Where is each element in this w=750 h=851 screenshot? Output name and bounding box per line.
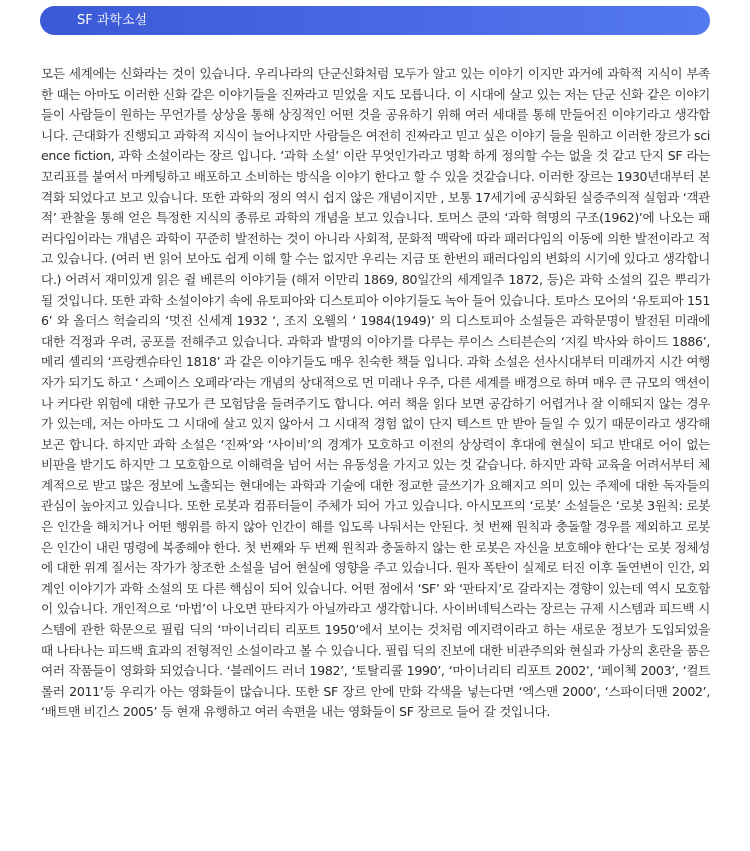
article-body: 모든 세계에는 신화라는 것이 있습니다. 우리나라의 단군신화처럼 모두가 알고 있는 이야기 이지만 과거에 과학적 지식이 부족한 때는 아마도 이러한 신화 같은 이야기들을 진짜라고 믿었을 지도 모릅니다. 이 시대에 살고 있는 저는 단군 신화 같은 이야기들이 사람들이 원하는 무언가를 상상을 통해 상징적인 어떤 것을 공유하기 위해 여러 세대를 통해 만들어진 이야기라고 생각합니다. 근대화가 진행되고 과학적 지식이 늘어나지만 사람들은 여전히 진짜라고 믿고 싶은 이야기 들을 원하고 이러한 장르가 science fiction, 과학 소설이라는 장르 입니다. ‘과학 소설’ 이란 무엇인가라고 명확 하게 정의할 수는 없을 것 같고 단지 SF 라는 꼬리표를 붙여서 마케팅하고 배포하고 소비하는 방식을 이야기 한다고 할 수 있을 것같습니다. 이러한 장르는 1930년대부터 본격화 되었다고 보고 있습니다. 또한 과학의 정의 역시 쉽지 않은 개념이지만 , 보통 17세기에 공식화된 실증주의적 실험과 ‘객관적’ 관찰을 통해 얻은 특정한 지식의 종류로 과학의 개념을 보고 있습니다. 토머스 쿤의 ‘과학 혁명의 구조(1962)’에 나오는 패러다임이라는 개념은 과학이 꾸준히 발전하는 것이 아니라 사회적, 문화적 맥락에 따라 패러다임의 이동에 의한 발전이라고 적고 있습니다. (여러 번 읽어 보아도 쉽게 이해 할 수는 없지만 우리는 지금 또 한번의 패러다임의 변화의 시기에 있다고 생각합니다.) 어려서 재미있게 읽은 쥘 베른의 이야기들 (해저 이만리 1869, 80일간의 세계일주 1872, 등)은 과학 소설의 깊은 뿌리가 될 것입니다. 또한 과학 소설이야기 속에 유토피아와 디스토피아 이야기들도 녹아 들어 있습니다. 토마스 모어의 ‘유토피아 1516’ 와 올더스 헉슬리의 ‘멋진 신세계 1932 ‘, 조지 오웰의 ‘ 1984(1949)’ 의 디스토피아 소설들은 과학문명이 발전된 미래에 대한 걱정과 우려, 공포를 전해주고 있습니다. 과학과 발명의 이야기를 다루는 루이스 스티븐슨의 ‘지킬 박사와 하이드 1886’, 메리 셸리의 ‘프랑켄슈타인 1818’ 과 같은 이야기들도 매우 친숙한 책들 입니다. 과학 소설은 선사시대부터 미래까지 시간 여행자가 되기도 하고 ‘ 스페이스 오페라’라는 개념의 상대적으로 먼 미래나 우주, 다른 세계를 배경으로 하며 매우 큰 규모의 액션이나 커다란 위험에 대한 규모가 큰 모험담을 들려주기도 합니다. 여러 책을 읽다 보면 공감하기 어렵거나 잘 이해되지 않는 경우가 있는데, 저는 아마도 그 시대에 살고 있지 않아서 그 시대적 경험 없이 단지 텍스트 만 받아 들일 수 있기 때문이라고 생각해보곤 합니다. 하지만 과학 소설은 ‘진짜’와 ‘사이비’의 경계가 모호하고 이전의 상상력이 후대에 현실이 되고 반대로 어이 없는 비판을 받기도 하지만 그 모호함으로 이해력을 넘어 서는 유동성을 가지고 있는 것 같습니다. 하지만 과학 교육을 어려서부터 체계적으로 받고 많은 정보에 노출되는 현대에는 과학과 기술에 대한 정교한 글쓰기가 요해지고 의미 있는 주제에 대한 독자들의 관심이 높아지고 있습니다. 또한 로봇과 컴퓨터들이 주체가 되어 가고 있습니다. 아시모프의 ‘로봇’ 소설들은 ‘로봇 3원칙: 로봇은 인간을 해치거나 어떤 행위를 하지 않아 인간이 해를 입도록 나둬서는 안된다. 첫 번째 원칙과 충돌할 경우를 제외하고 로봇은 인간이 내린 명령에 복종해야 한다. 첫 번째와 두 번째 원칙과 충돌하지 않는 한 로봇은 자신을 보호해야 한다’는 로봇 정체성에 대한 위계 질서는 작가가 창조한 소설을 넘어 현실에 영향을 주고 있습니다. 원자 폭탄이 실제로 터진 이후 돌연변이 인간, 외계인 이야기가 과학 소설의 또 다른 핵심이 되어 있습니다. 어떤 점에서 ‘SF’ 와 ‘판타지’로 갈라지는 경향이 있는데 역시 모호함이 있습니다. 개인적으로 ‘마법’이 나오면 판타지가 아닐까라고 생각합니다. 사이버네틱스라는 장르는 규제 시스템과 피드백 시스템에 관한 학문으로 필립 딕의 ‘마이너리티 리포트 1950’에서 보이는 것처럼 예지력이라고 하는 새로운 정보가 도입되었을 때 나타나는 피드백 효과의 전형적인 소설이라고 볼 수 있습니다. 필립 딕의 진보에 대한 비관주의와 현실과 가상의 혼란을 품은 여러 작품들이 영화화 되었습니다. ‘블레이드 러너 1982’, ‘토탈리콜 1990’, ‘마이너리티 리포트 2002’, ‘페이첵 2003’, ‘컬트롤러 2011’등 우리가 아는 영화들이 많습니다. 또한 SF 장르 안에 만화 각색을 넣는다면 ‘엑스맨 2000’, ‘스파이더맨 2002’, ‘배트맨 비긴스 2005’ 등 현재 유행하고 여러 속편을 내는 영화들이 SF 장르로 들어 갈 것입니다. bbox=[41, 66, 710, 720]
section-header-bar bbox=[40, 6, 710, 35]
section-title: SF 과학소설 bbox=[77, 13, 148, 28]
